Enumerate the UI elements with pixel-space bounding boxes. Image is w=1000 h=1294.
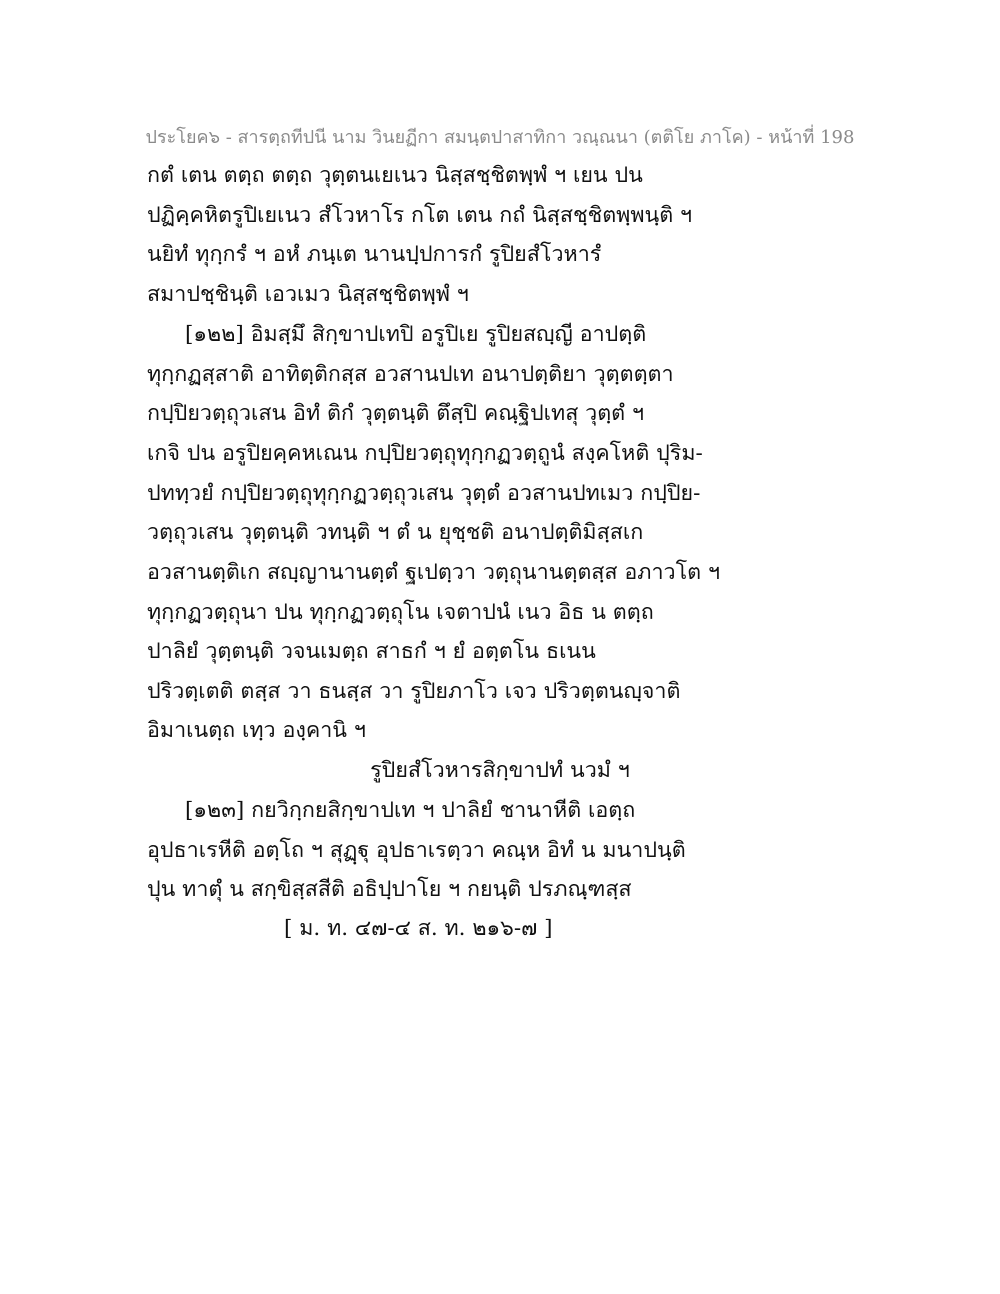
text-line: ปททฺวยํ กปฺปิยวตฺถุทุกฺกฏวตฺถุวเสน วุตฺตํ อวสานปทเมว กปฺปิย- <box>147 481 701 506</box>
text-line: อุปธาเรหีติ อตฺโถ ฯ สุฏฺฐุ อุปธาเรตฺวา คณฺห อิทํ น มนาปนฺติ <box>147 838 686 863</box>
text-line: ปริวตฺเตติ ตสฺส วา ธนสฺส วา รูปิยภาโว เจว ปริวตฺตนญฺจาติ <box>147 679 681 704</box>
paragraph-first-line: [๑๒๓] กยวิกฺกยสิกฺขาปเท ฯ ปาลิยํ ชานาหีติ เอตฺถ <box>185 798 636 823</box>
text-line: ทุกฺกฏสฺสาติ อาทิตฺติกสฺส อวสานปเท อนาปตฺติยา วุตฺตตฺตา <box>147 362 674 387</box>
paragraph-first-line: [๑๒๒] อิมสฺมึ สิกฺขาปเทปิ อรูปิเย รูปิยสญฺญี อาปตฺติ <box>185 322 647 347</box>
text-line: ปุน ทาตุํ น สกฺขิสฺสสีติ อธิปฺปาโย ฯ กยนฺติ ปรภณฺฑสฺส <box>147 877 632 902</box>
text-line: กตํ เตน ตตฺถ ตตฺถ วุตฺตนเยเนว นิสฺสชฺชิตพฺพํ ฯ เยน ปน <box>147 163 643 188</box>
text-line: เกจิ ปน อรูปิยคฺคหเณน กปฺปิยวตฺถุทุกฺกฏวตฺถูนํ สงฺคโหติ ปุริม- <box>147 441 703 466</box>
page-header: ประโยค๖ - สารตฺถทีปนี นาม วินยฏีกา สมนฺตปาสาทิกา วณฺณนา (ตติโย ภาโค) - หน้าที่ 198 <box>145 127 855 148</box>
text-line: ปาลิยํ วุตฺตนฺติ วจนเมตฺถ สาธกํ ฯ ยํ อตฺตโน ธเนน <box>147 639 596 664</box>
section-title: รูปิยสํโวหารสิกฺขาปทํ นวมํ ฯ <box>370 758 630 783</box>
text-line: นยิทํ ทุกฺกรํ ฯ อหํ ภนฺเต นานปฺปการกํ รูปิยสํโวหารํ <box>147 242 602 267</box>
reference-note: [ ม. ท. ๔๗-๔ ส. ท. ๒๑๖-๗ ] <box>284 916 553 941</box>
text-line: วตฺถุวเสน วุตฺตนฺติ วทนฺติ ฯ ตํ น ยุชฺชติ อนาปตฺติมิสฺสเก <box>147 520 644 545</box>
text-line: ปฏิคฺคหิตรูปิเยเนว สํโวหาโร กโต เตน กถํ นิสฺสชฺชิตพฺพนฺติ ฯ <box>147 203 693 228</box>
text-line: อวสานตฺติเก สญฺญานานตฺตํ ฐเปตฺวา วตฺถุนานตฺตสฺส อภาวโต ฯ <box>147 560 721 585</box>
text-line: ทุกฺกฏวตฺถุนา ปน ทุกฺกฏวตฺถุโน เจตาปนํ เนว อิธ น ตตฺถ <box>147 600 654 625</box>
text-line: กปฺปิยวตฺถุวเสน อิทํ ติกํ วุตฺตนฺติ ตึสฺปิ คณฺฐิปเทสุ วุตฺตํ ฯ <box>147 401 645 426</box>
text-line: สมาปชฺชินฺติ เอวเมว นิสฺสชฺชิตพฺพํ ฯ <box>147 282 469 307</box>
text-line: อิมาเนตฺถ เทฺว องฺคานิ ฯ <box>147 718 366 743</box>
